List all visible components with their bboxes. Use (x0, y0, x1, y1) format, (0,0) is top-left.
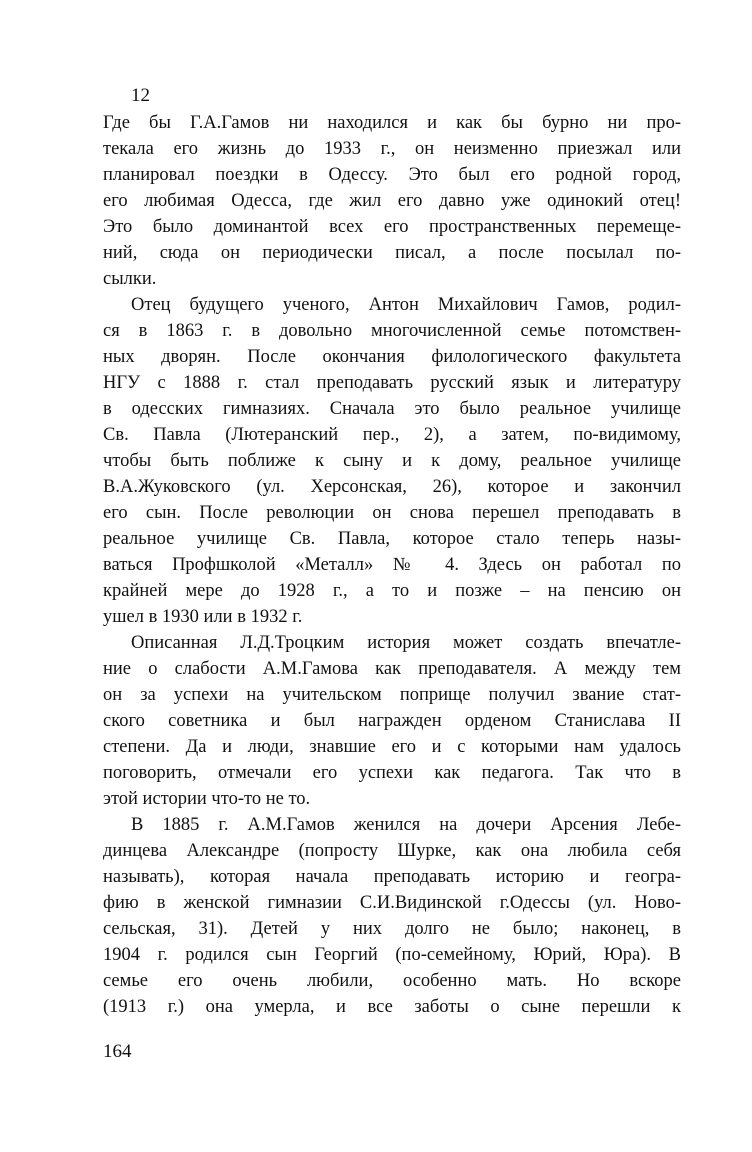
text-line: В 1885 г. А.М.Гамов женился на дочери Арсения Лебе- (131, 815, 681, 835)
text-line: ний, сюда он периодически писал, а после посылал по- (103, 243, 681, 263)
text-line: крайней мере до 1928 г., а то и позже – на пенсию он (103, 581, 681, 601)
text-line: ваться Профшколой «Металл» № 4. Здесь он работал по (103, 555, 681, 575)
text-line: в одесских гимназиях. Сначала это было реальное училище (103, 399, 681, 419)
page-number-top: 12 (131, 85, 150, 106)
text-line: планировал поездки в Одессу. Это был его родной город, (103, 165, 681, 185)
text-line: Св. Павла (Лютеранский пер., 2), а затем, по-видимому, (103, 425, 681, 445)
text-line: текала его жизнь до 1933 г., он неизменно приезжал или (103, 139, 681, 159)
text-line: семье его очень любили, особенно мать. Но вскоре (103, 971, 681, 991)
text-line: 1904 г. родился сын Георгий (по-семейному, Юрий, Юра). В (103, 945, 681, 965)
text-line: сылки. (103, 269, 157, 289)
text-line: его любимая Одесса, где жил его давно уже одинокий отец! (103, 191, 681, 211)
text-line: ных дворян. После окончания филологического факультета (103, 347, 681, 367)
text-line: реальное училище Св. Павла, которое стало теперь назы- (103, 529, 681, 549)
text-line: ние о слабости А.М.Гамова как преподавателя. А между тем (103, 659, 681, 679)
text-line: В.А.Жуковского (ул. Херсонская, 26), которое и закончил (103, 477, 681, 497)
text-line: динцева Александре (попросту Шурке, как она любила себя (103, 841, 681, 861)
text-line: чтобы быть поближе к сыну и к дому, реальное училище (103, 451, 681, 471)
text-line: сельская, 31). Детей у них долго не было; наконец, в (103, 919, 681, 939)
text-line: фию в женской гимназии С.И.Видинской г.Одессы (ул. Ново- (103, 893, 681, 913)
text-line: степени. Да и люди, знавшие его и с которыми нам удалось (103, 737, 681, 757)
text-line: ского советника и был награжден орденом Станислава II (103, 711, 681, 731)
text-line: Отец будущего ученого, Антон Михайлович Гамов, родил- (131, 295, 681, 315)
text-line: НГУ с 1888 г. стал преподавать русский язык и литературу (103, 373, 681, 393)
text-line: он за успехи на учительском поприще получил звание стат- (103, 685, 681, 705)
text-line: его сын. После революции он снова перешел преподавать в (103, 503, 681, 523)
text-line: Где бы Г.А.Гамов ни находился и как бы бурно ни про- (103, 113, 681, 133)
text-line: называть), которая начала преподавать историю и геогра- (103, 867, 681, 887)
page-number-bottom: 164 (103, 1041, 132, 1062)
text-line: Это было доминантой всех его пространственных перемеще- (103, 217, 681, 237)
text-line: этой истории что-то не то. (103, 789, 311, 809)
text-line: ся в 1863 г. в довольно многочисленной семье потомствен- (103, 321, 681, 341)
text-line: (1913 г.) она умерла, и все заботы о сыне перешли к (103, 997, 681, 1017)
text-line: ушел в 1930 или в 1932 г. (103, 607, 303, 627)
text-line: Описанная Л.Д.Троцким история может создать впечатле- (131, 633, 681, 653)
text-line: поговорить, отмечали его успехи как педагога. Так что в (103, 763, 681, 783)
